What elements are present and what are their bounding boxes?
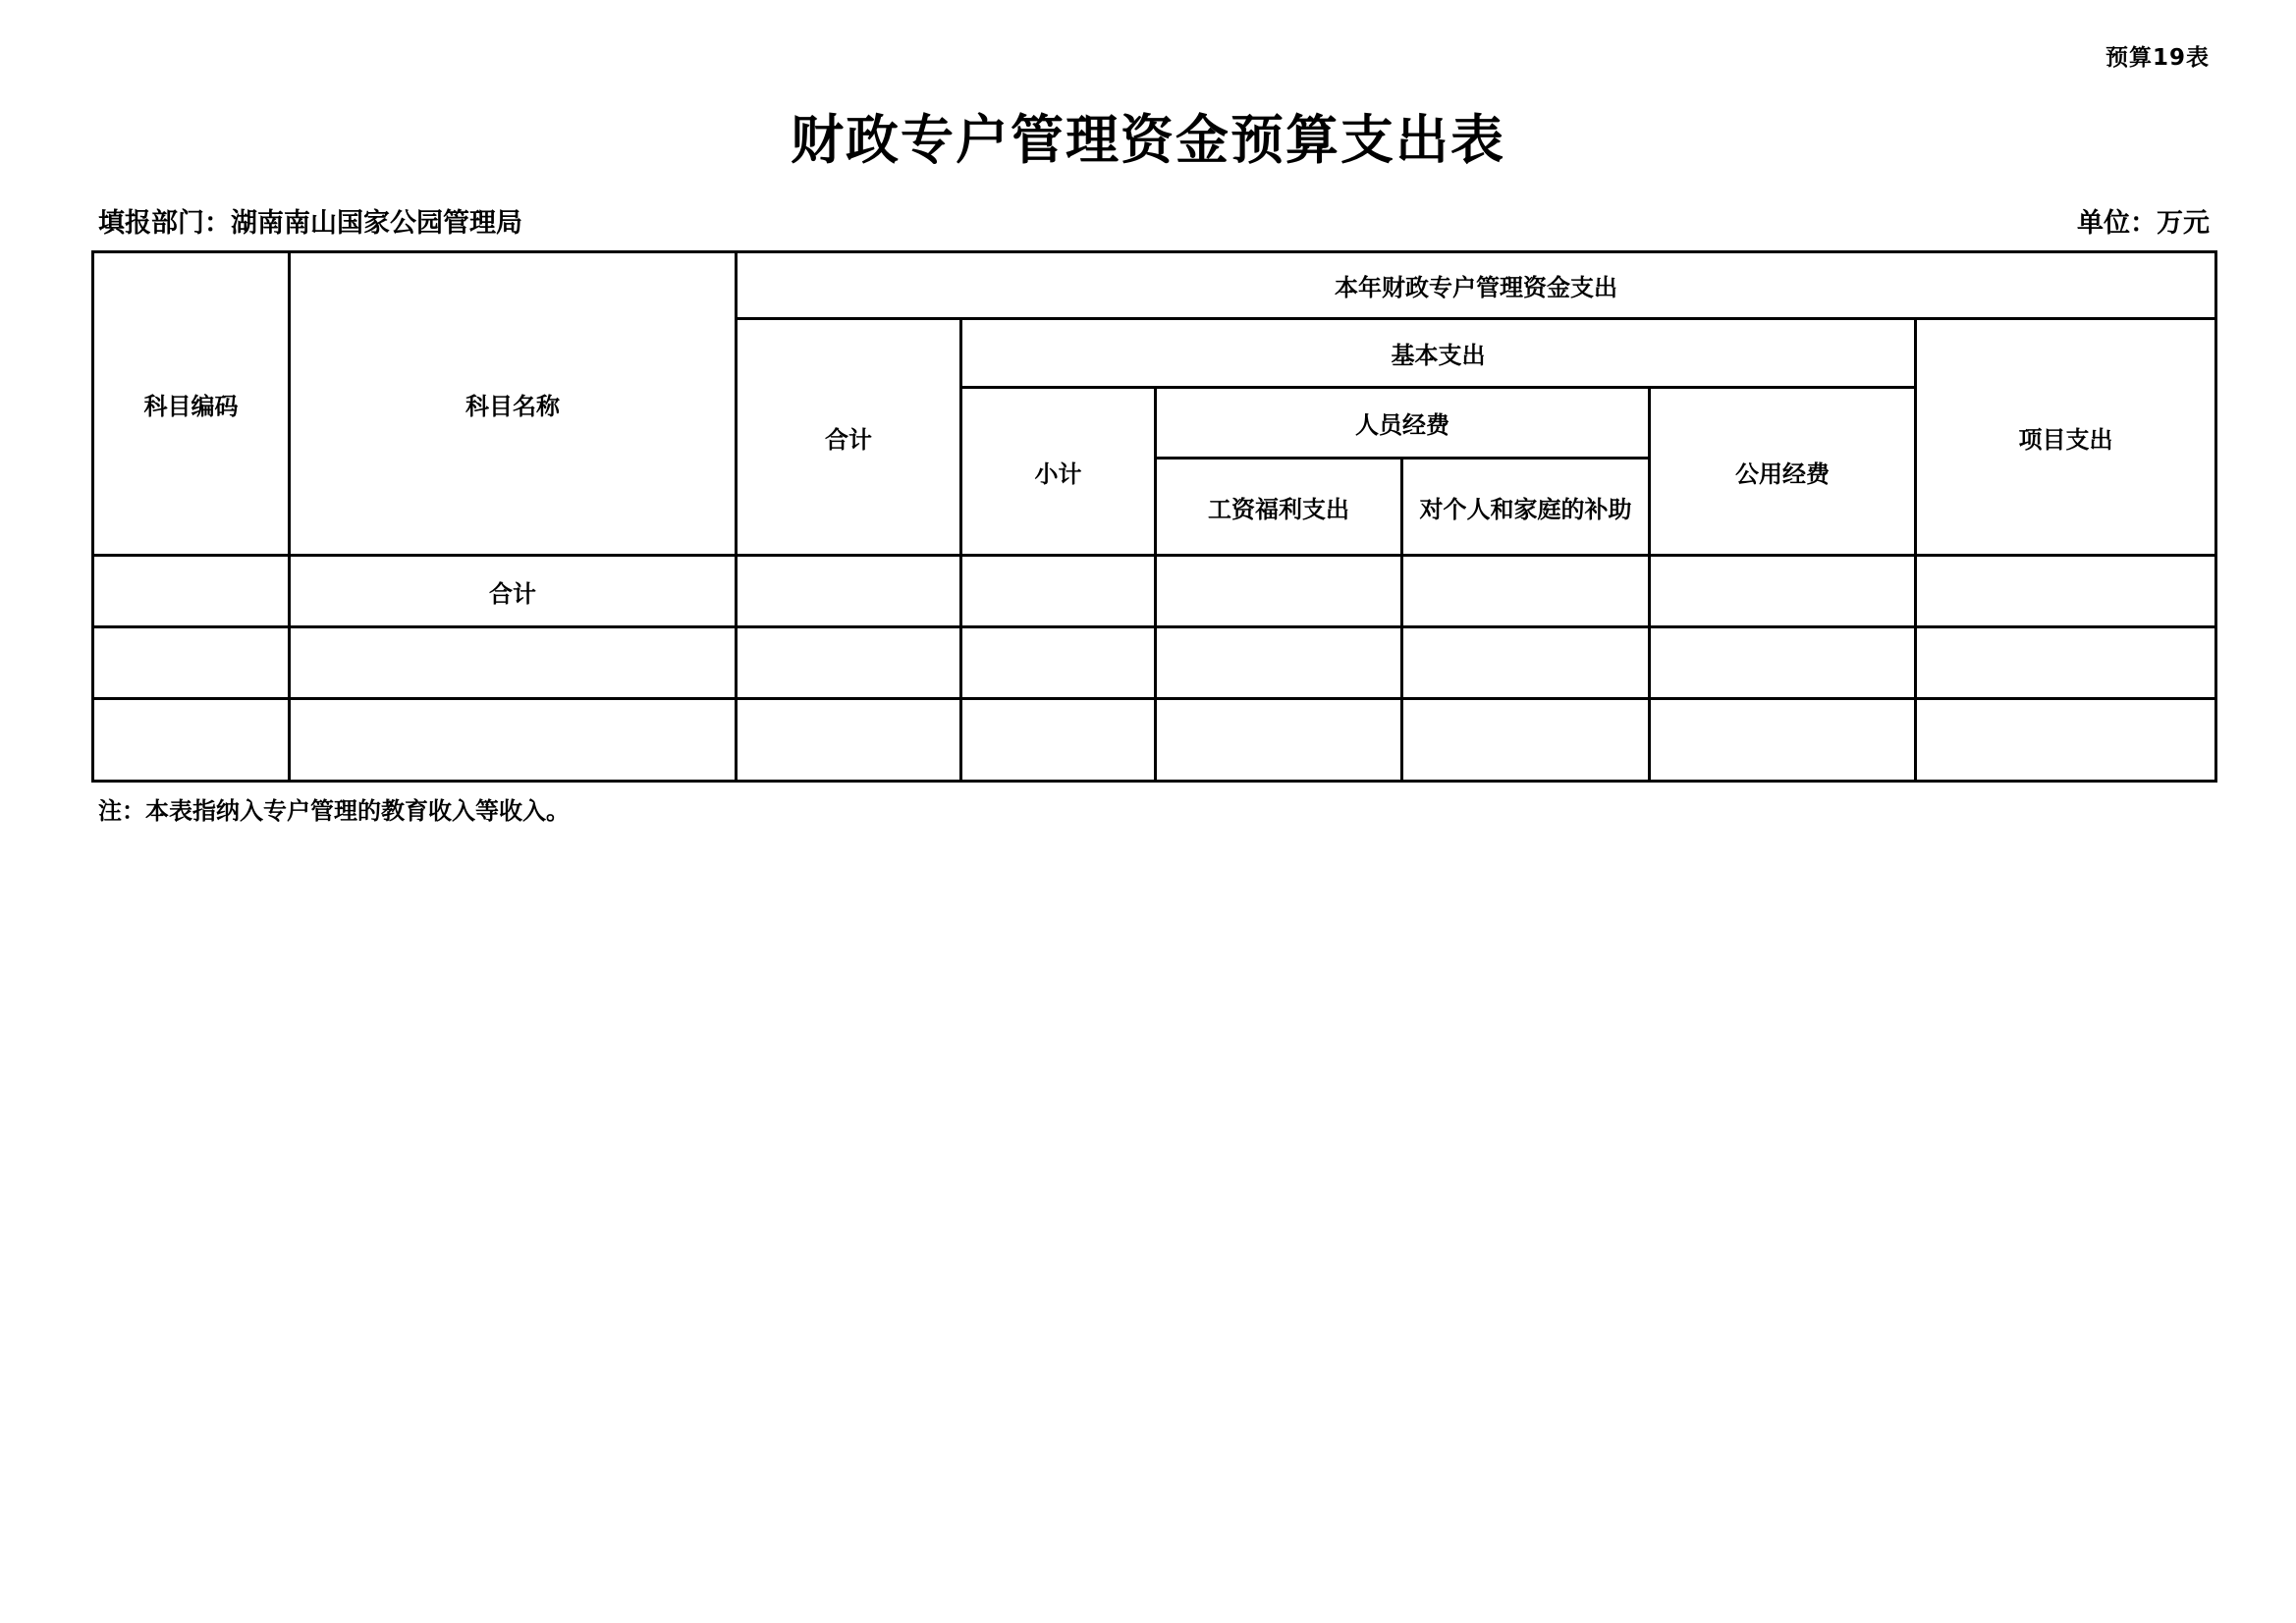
header-total: 合计 [737,319,961,556]
cell-name [290,627,737,699]
unit-label: 单位：万元 [2077,208,2210,239]
cell-subsidies [1402,627,1650,699]
header-basic: 基本支出 [961,319,1916,388]
cell-public [1650,699,1916,782]
cell-name: 合计 [290,556,737,627]
department-label: 填报部门：湖南南山国家公园管理局 [98,208,522,239]
header-project: 项目支出 [1916,319,2216,556]
header-subtotal: 小计 [961,388,1156,556]
cell-code [93,699,290,782]
cell-project [1916,627,2216,699]
header-personnel: 人员经费 [1156,388,1650,459]
cell-subsidies [1402,699,1650,782]
cell-total [737,627,961,699]
cell-total [737,699,961,782]
cell-code [93,627,290,699]
footnote: 注：本表指纳入专户管理的教育收入等收入。 [98,797,570,825]
table-row [93,699,2216,782]
budget-table [91,250,2217,783]
cell-total [737,556,961,627]
header-group: 本年财政专户管理资金支出 [737,252,2216,319]
table-row [93,556,2216,627]
cell-subtotal [961,556,1156,627]
cell-project [1916,556,2216,627]
header-wages: 工资福利支出 [1156,459,1402,556]
cell-wages [1156,556,1402,627]
page-title: 财政专户管理资金预算支出表 [791,109,1505,171]
cell-subtotal [961,699,1156,782]
cell-subsidies [1402,556,1650,627]
header-code: 科目编码 [93,252,290,556]
cell-public [1650,556,1916,627]
header-public: 公用经费 [1650,388,1916,556]
header-name: 科目名称 [290,252,737,556]
cell-project [1916,699,2216,782]
header-row-1 [93,252,2216,319]
cell-code [93,556,290,627]
cell-subtotal [961,627,1156,699]
cell-wages [1156,699,1402,782]
cell-public [1650,627,1916,699]
cell-name [290,699,737,782]
cell-wages [1156,627,1402,699]
table-row [93,627,2216,699]
header-subsidies: 对个人和家庭的补助 [1402,459,1650,556]
table-number: 预算19表 [2105,45,2210,71]
